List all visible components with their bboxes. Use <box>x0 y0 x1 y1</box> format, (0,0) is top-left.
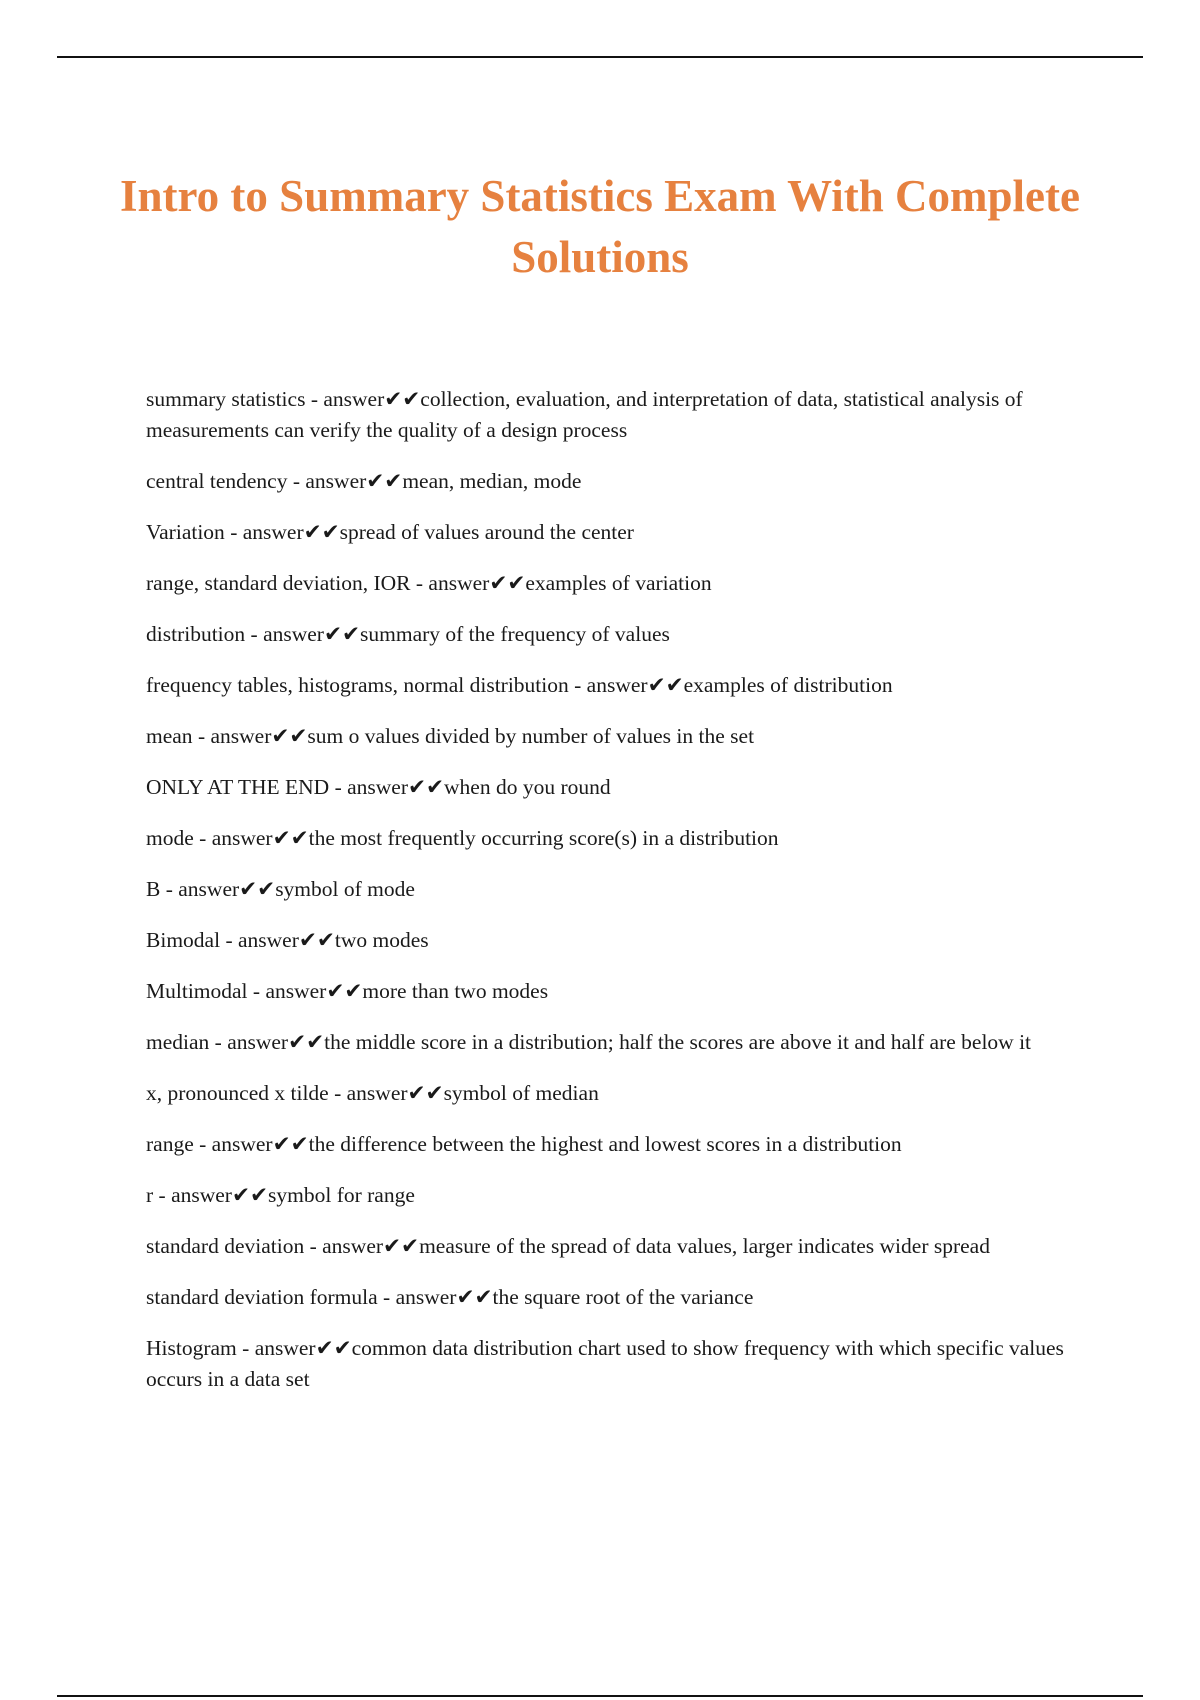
double-check-icon: ✔✔ <box>647 673 684 697</box>
entry-answer-prefix: - answer <box>209 1030 289 1054</box>
entry-answer: the middle score in a distribution; half the scores are above it and half are below it <box>324 1030 1032 1054</box>
entry-term: B <box>146 877 161 901</box>
entry-term: Multimodal <box>146 979 248 1003</box>
list-item <box>146 1078 1066 1109</box>
top-rule <box>57 56 1143 58</box>
entry-answer-prefix: - answer <box>220 928 299 952</box>
entry-term: range, standard deviation, IOR <box>146 571 411 595</box>
entry-answer: symbol of mode <box>275 877 415 901</box>
entry-answer: more than two modes <box>362 979 549 1003</box>
list-item <box>146 925 1066 956</box>
list-item <box>146 517 1066 548</box>
entry-term: standard deviation <box>146 1234 305 1258</box>
entry-answer: spread of values around the center <box>339 520 634 544</box>
entry-answer-prefix: - answer <box>236 1336 316 1360</box>
entry-answer: symbol of median <box>443 1081 599 1105</box>
double-check-icon: ✔✔ <box>272 1132 309 1156</box>
entry-answer-prefix: - answer <box>328 1081 408 1105</box>
list-item <box>146 1180 1066 1211</box>
list-item <box>146 670 1066 701</box>
entry-answer: common data distribution chart used to show frequency with which specific values occurs in a data set <box>146 1336 1064 1391</box>
qa-list <box>146 384 1066 1415</box>
entry-answer-prefix: - answer <box>305 387 385 411</box>
double-check-icon: ✔✔ <box>408 775 445 799</box>
double-check-icon: ✔✔ <box>407 1081 444 1105</box>
double-check-icon: ✔✔ <box>303 520 340 544</box>
double-check-icon: ✔✔ <box>315 1336 352 1360</box>
entry-answer-prefix: - answer <box>304 1234 384 1258</box>
entry-answer-prefix: - answer <box>192 724 272 748</box>
entry-term: summary statistics <box>146 387 306 411</box>
list-item <box>146 721 1066 752</box>
entry-answer: sum o values divided by number of values in the set <box>307 724 755 748</box>
list-item <box>146 874 1066 905</box>
double-check-icon: ✔✔ <box>456 1285 493 1309</box>
entry-term: range <box>146 1132 194 1156</box>
entry-term: mode <box>146 826 194 850</box>
list-item <box>146 384 1066 446</box>
entry-answer: measure of the spread of data values, larger indicates wider spread <box>419 1234 990 1258</box>
entry-answer-prefix: - answer <box>329 775 408 799</box>
list-item <box>146 823 1066 854</box>
entry-answer-prefix: - answer <box>193 826 273 850</box>
entry-answer: examples of distribution <box>683 673 893 697</box>
entry-answer-prefix: - answer <box>193 1132 273 1156</box>
list-item <box>146 466 1066 497</box>
list-item <box>146 772 1066 803</box>
entry-answer: collection, evaluation, and interpretation of data, statistical analysis of measurements can verify the quality of a design process <box>146 387 1023 442</box>
entry-term: Variation <box>146 520 225 544</box>
double-check-icon: ✔✔ <box>288 1030 325 1054</box>
entry-answer-prefix: - answer <box>224 520 304 544</box>
list-item <box>146 568 1066 599</box>
list-item <box>146 1129 1066 1160</box>
entry-term: standard deviation formula <box>146 1285 378 1309</box>
list-item <box>146 1027 1066 1058</box>
entry-answer-prefix: - answer <box>410 571 490 595</box>
double-check-icon: ✔✔ <box>239 877 276 901</box>
list-item <box>146 619 1066 650</box>
double-check-icon: ✔✔ <box>383 1234 420 1258</box>
double-check-icon: ✔✔ <box>384 387 421 411</box>
entry-term: distribution <box>146 622 246 646</box>
entry-answer-prefix: - answer <box>160 877 240 901</box>
entry-term: Histogram <box>146 1336 237 1360</box>
entry-term: Bimodal <box>146 928 221 952</box>
list-item <box>146 1231 1066 1262</box>
page-title: Intro to Summary Statistics Exam With Complete Solutions <box>120 171 1080 282</box>
entry-term: central tendency <box>146 469 288 493</box>
double-check-icon: ✔✔ <box>271 724 308 748</box>
entry-answer: the difference between the highest and lowest scores in a distribution <box>308 1132 902 1156</box>
entry-answer: the square root of the variance <box>492 1285 754 1309</box>
entry-answer: summary of the frequency of values <box>360 622 670 646</box>
entry-answer-prefix: - answer <box>247 979 327 1003</box>
entry-term: r <box>146 1183 154 1207</box>
list-item <box>146 1333 1066 1395</box>
entry-answer-prefix: - answer <box>287 469 367 493</box>
double-check-icon: ✔✔ <box>366 469 403 493</box>
entry-term: ONLY AT THE END <box>146 775 330 799</box>
entry-answer: examples of variation <box>525 571 712 595</box>
entry-answer-prefix: - answer <box>377 1285 457 1309</box>
double-check-icon: ✔✔ <box>298 928 335 952</box>
entry-answer-prefix: - answer <box>153 1183 232 1207</box>
entry-answer-prefix: - answer <box>568 673 648 697</box>
entry-term: mean <box>146 724 193 748</box>
bottom-rule <box>57 1695 1143 1697</box>
double-check-icon: ✔✔ <box>231 1183 269 1207</box>
double-check-icon: ✔✔ <box>323 622 360 646</box>
entry-answer: symbol for range <box>268 1183 415 1207</box>
list-item <box>146 1282 1066 1313</box>
list-item <box>146 976 1066 1007</box>
entry-answer: when do you round <box>444 775 611 799</box>
entry-term: frequency tables, histograms, normal distribution <box>146 673 569 697</box>
entry-answer-prefix: - answer <box>245 622 324 646</box>
entry-answer: the most frequently occurring score(s) in a distribution <box>308 826 779 850</box>
double-check-icon: ✔✔ <box>326 979 363 1003</box>
entry-answer: two modes <box>334 928 429 952</box>
entry-term: median <box>146 1030 210 1054</box>
double-check-icon: ✔✔ <box>272 826 309 850</box>
entry-answer: mean, median, mode <box>402 469 582 493</box>
entry-term: x, pronounced x tilde <box>146 1081 329 1105</box>
double-check-icon: ✔✔ <box>489 571 526 595</box>
